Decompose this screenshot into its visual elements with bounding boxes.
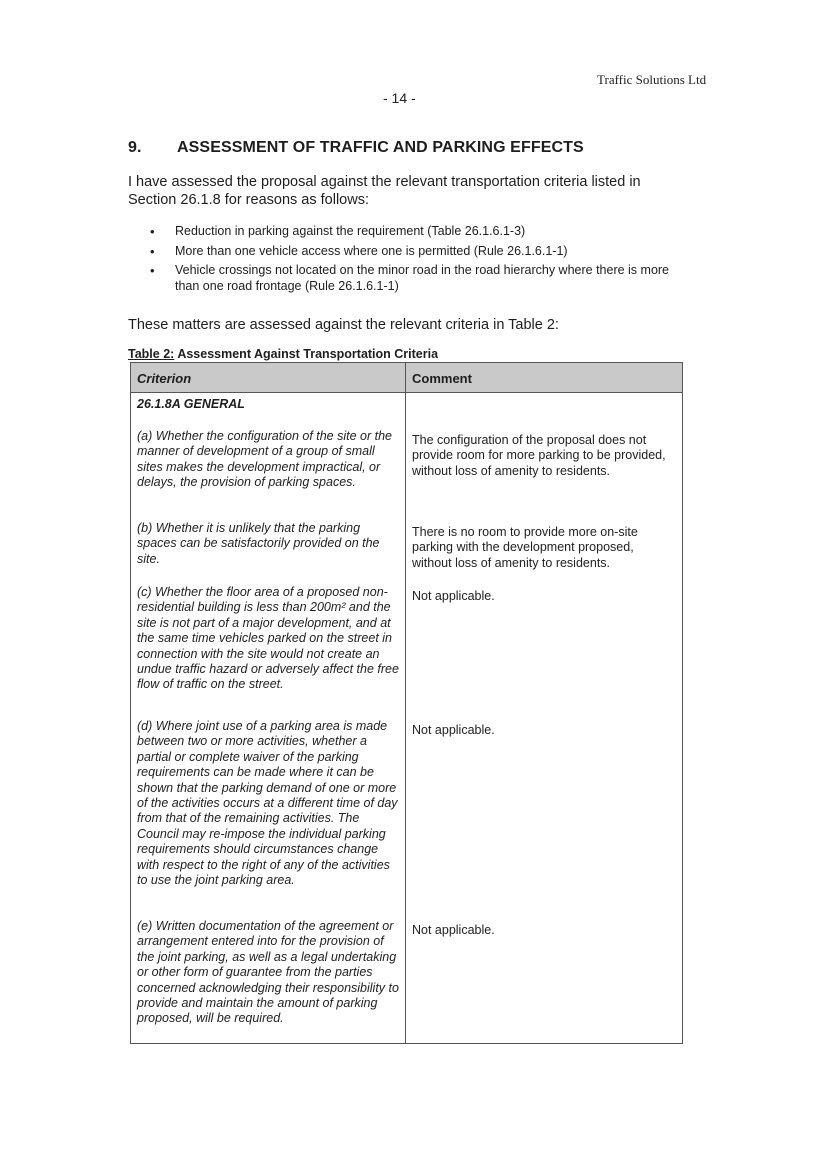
section-title: ASSESSMENT OF TRAFFIC AND PARKING EFFECTS	[177, 139, 584, 156]
section-number: 9.	[128, 139, 142, 156]
list-item: • Vehicle crossings not located on the minor road in the road hierarchy where there is more than one road frontage (Rule 26.1.6.1-1)	[150, 263, 680, 294]
intro-paragraph: I have assessed the proposal against the relevant transportation criteria listed in Section 26.1.8 for reasons as follows:	[128, 174, 641, 208]
list-item: • More than one vehicle access where one is permitted (Rule 26.1.6.1-1)	[150, 244, 680, 260]
criterion-b: (b) Whether it is unlikely that the parking spaces can be satisfactorily provided on the site.	[137, 521, 380, 566]
comment-b: There is no room to provide more on-site parking with the development proposed, without loss of amenity to residents.	[412, 525, 638, 570]
comment-c: Not applicable.	[412, 589, 495, 603]
list-item: • Reduction in parking against the requirement (Table 26.1.6.1-3)	[150, 224, 680, 240]
table-row	[131, 393, 683, 1044]
page-number: - 14 -	[383, 90, 416, 106]
table-caption-label: Table 2:	[128, 347, 175, 361]
table-header-row	[131, 363, 683, 393]
header-comment: Comment	[406, 363, 683, 393]
table-caption	[128, 347, 438, 361]
assessment-paragraph: These matters are assessed against the relevant criteria in Table 2:	[128, 317, 559, 333]
header-criterion: Criterion	[131, 363, 406, 393]
comment-cell	[406, 393, 683, 1044]
section-heading	[128, 139, 688, 157]
criterion-e: (e) Written documentation of the agreement or arrangement entered into for the provision of the joint parking, as well as a legal undertaking or other form of guarantee from the parties concerned acknowledging their responsibility to provide and maintain the amount of parking proposed, will be required.	[137, 919, 399, 1026]
criterion-a: (a) Whether the configuration of the site or the manner of development of a group of small sites makes the development impractical, or delays, the provision of parking spaces.	[137, 429, 392, 490]
comment-e: Not applicable.	[412, 923, 495, 937]
table-caption-title: Assessment Against Transportation Criteria	[177, 347, 439, 361]
group-title: 26.1.8A GENERAL	[137, 397, 245, 411]
criterion-cell	[131, 393, 406, 1044]
assessment-table	[130, 362, 683, 1044]
comment-a: The configuration of the proposal does not provide room for more parking to be provided, without loss of amenity to residents.	[412, 433, 666, 478]
company-name: Traffic Solutions Ltd	[597, 72, 707, 87]
criteria-bullet-list	[150, 224, 680, 298]
criterion-c: (c) Whether the floor area of a proposed non-residential building is less than 200m² and the site is not part of a major development, and at the same time vehicles parked on the street in connection with the site would not create an undue traffic hazard or adversely affect the free flow of traffic on the street.	[137, 585, 399, 692]
criterion-d: (d) Where joint use of a parking area is made between two or more activities, whether a partial or complete waiver of the parking requirements can be made where it can be shown that the parking demand of one or more of the activities occurs at a different time of day from that of the remaining activities. The Council may re-impose the individual parking requirements should circumstances change with respect to the right of any of the activities to use the joint parking area.	[137, 719, 398, 888]
comment-d: Not applicable.	[412, 723, 495, 737]
